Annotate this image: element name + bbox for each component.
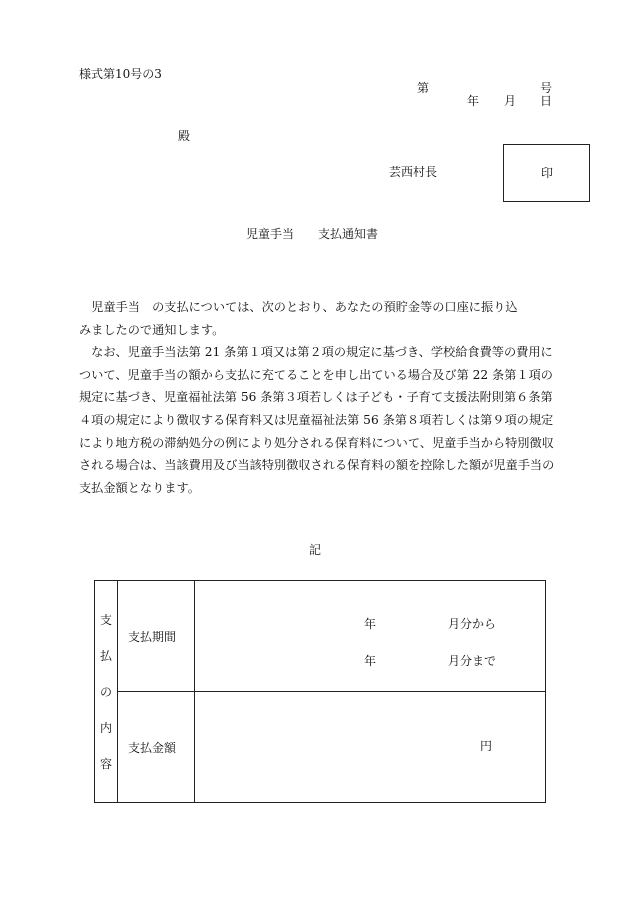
period-to-year: 年 <box>364 654 377 668</box>
body-line: ４項の規定により徴収する保育料又は児童福祉法第 56 条第８項若しくは第９項の規定 <box>79 412 554 427</box>
vertical-header-char: 支 <box>99 612 112 627</box>
number-suffix: 号 <box>540 81 553 95</box>
body-line: なお、児童手当法第 21 条第１項又は第２項の規定に基づき、学校給食費等の費用に <box>79 345 553 360</box>
amount-unit: 円 <box>480 739 493 753</box>
amount-cell <box>195 692 546 803</box>
period-from-year: 年 <box>364 617 377 631</box>
vertical-header-char: 容 <box>99 756 112 771</box>
vertical-header-char: 内 <box>99 720 112 735</box>
number-prefix: 第 <box>417 81 430 95</box>
body-line: ついて、児童手当の額から支払に充てることを申し出ている場合及び第 22 条第１項の <box>79 367 553 382</box>
body-line: みましたので通知します。 <box>79 322 225 337</box>
body-line: 支払金額となります。 <box>79 480 200 495</box>
period-label: 支払期間 <box>118 581 195 692</box>
note-heading: 記 <box>309 543 322 557</box>
vertical-header-char: の <box>99 684 112 699</box>
amount-label: 支払金額 <box>118 692 195 803</box>
payment-content-table <box>94 580 546 803</box>
notice-body <box>79 296 559 499</box>
vertical-header <box>95 581 118 803</box>
body-line: により地方税の滞納処分の例により処分される保育料について、児童手当から特別徴収 <box>79 435 554 450</box>
issuer-name: 芸西村長 <box>389 165 438 179</box>
period-from-month: 月分から <box>448 617 497 631</box>
body-line: される場合は、当該費用及び当該特別徴収される保育料の額を控除した額が児童手当の <box>79 458 555 473</box>
addressee-suffix: 殿 <box>178 129 191 143</box>
body-line: 規定に基づき、児童福祉法第 56 条第３項若しくは子ども・子育て支援法附則第６条第 <box>79 390 553 405</box>
seal-label: 印 <box>541 166 554 180</box>
date-year: 年 <box>467 94 480 108</box>
date-day: 日 <box>540 94 553 108</box>
document-title: 児童手当 支払通知書 <box>246 227 379 241</box>
period-cell <box>195 581 546 692</box>
form-number: 様式第10号の3 <box>79 67 162 81</box>
period-to-month: 月分まで <box>448 654 497 668</box>
body-line: 児童手当 の支払については、次のとおり、あなたの預貯金等の口座に振り込 <box>79 300 518 314</box>
seal-box <box>503 144 590 202</box>
vertical-header-char: 払 <box>99 648 112 663</box>
date-month: 月 <box>504 94 517 108</box>
